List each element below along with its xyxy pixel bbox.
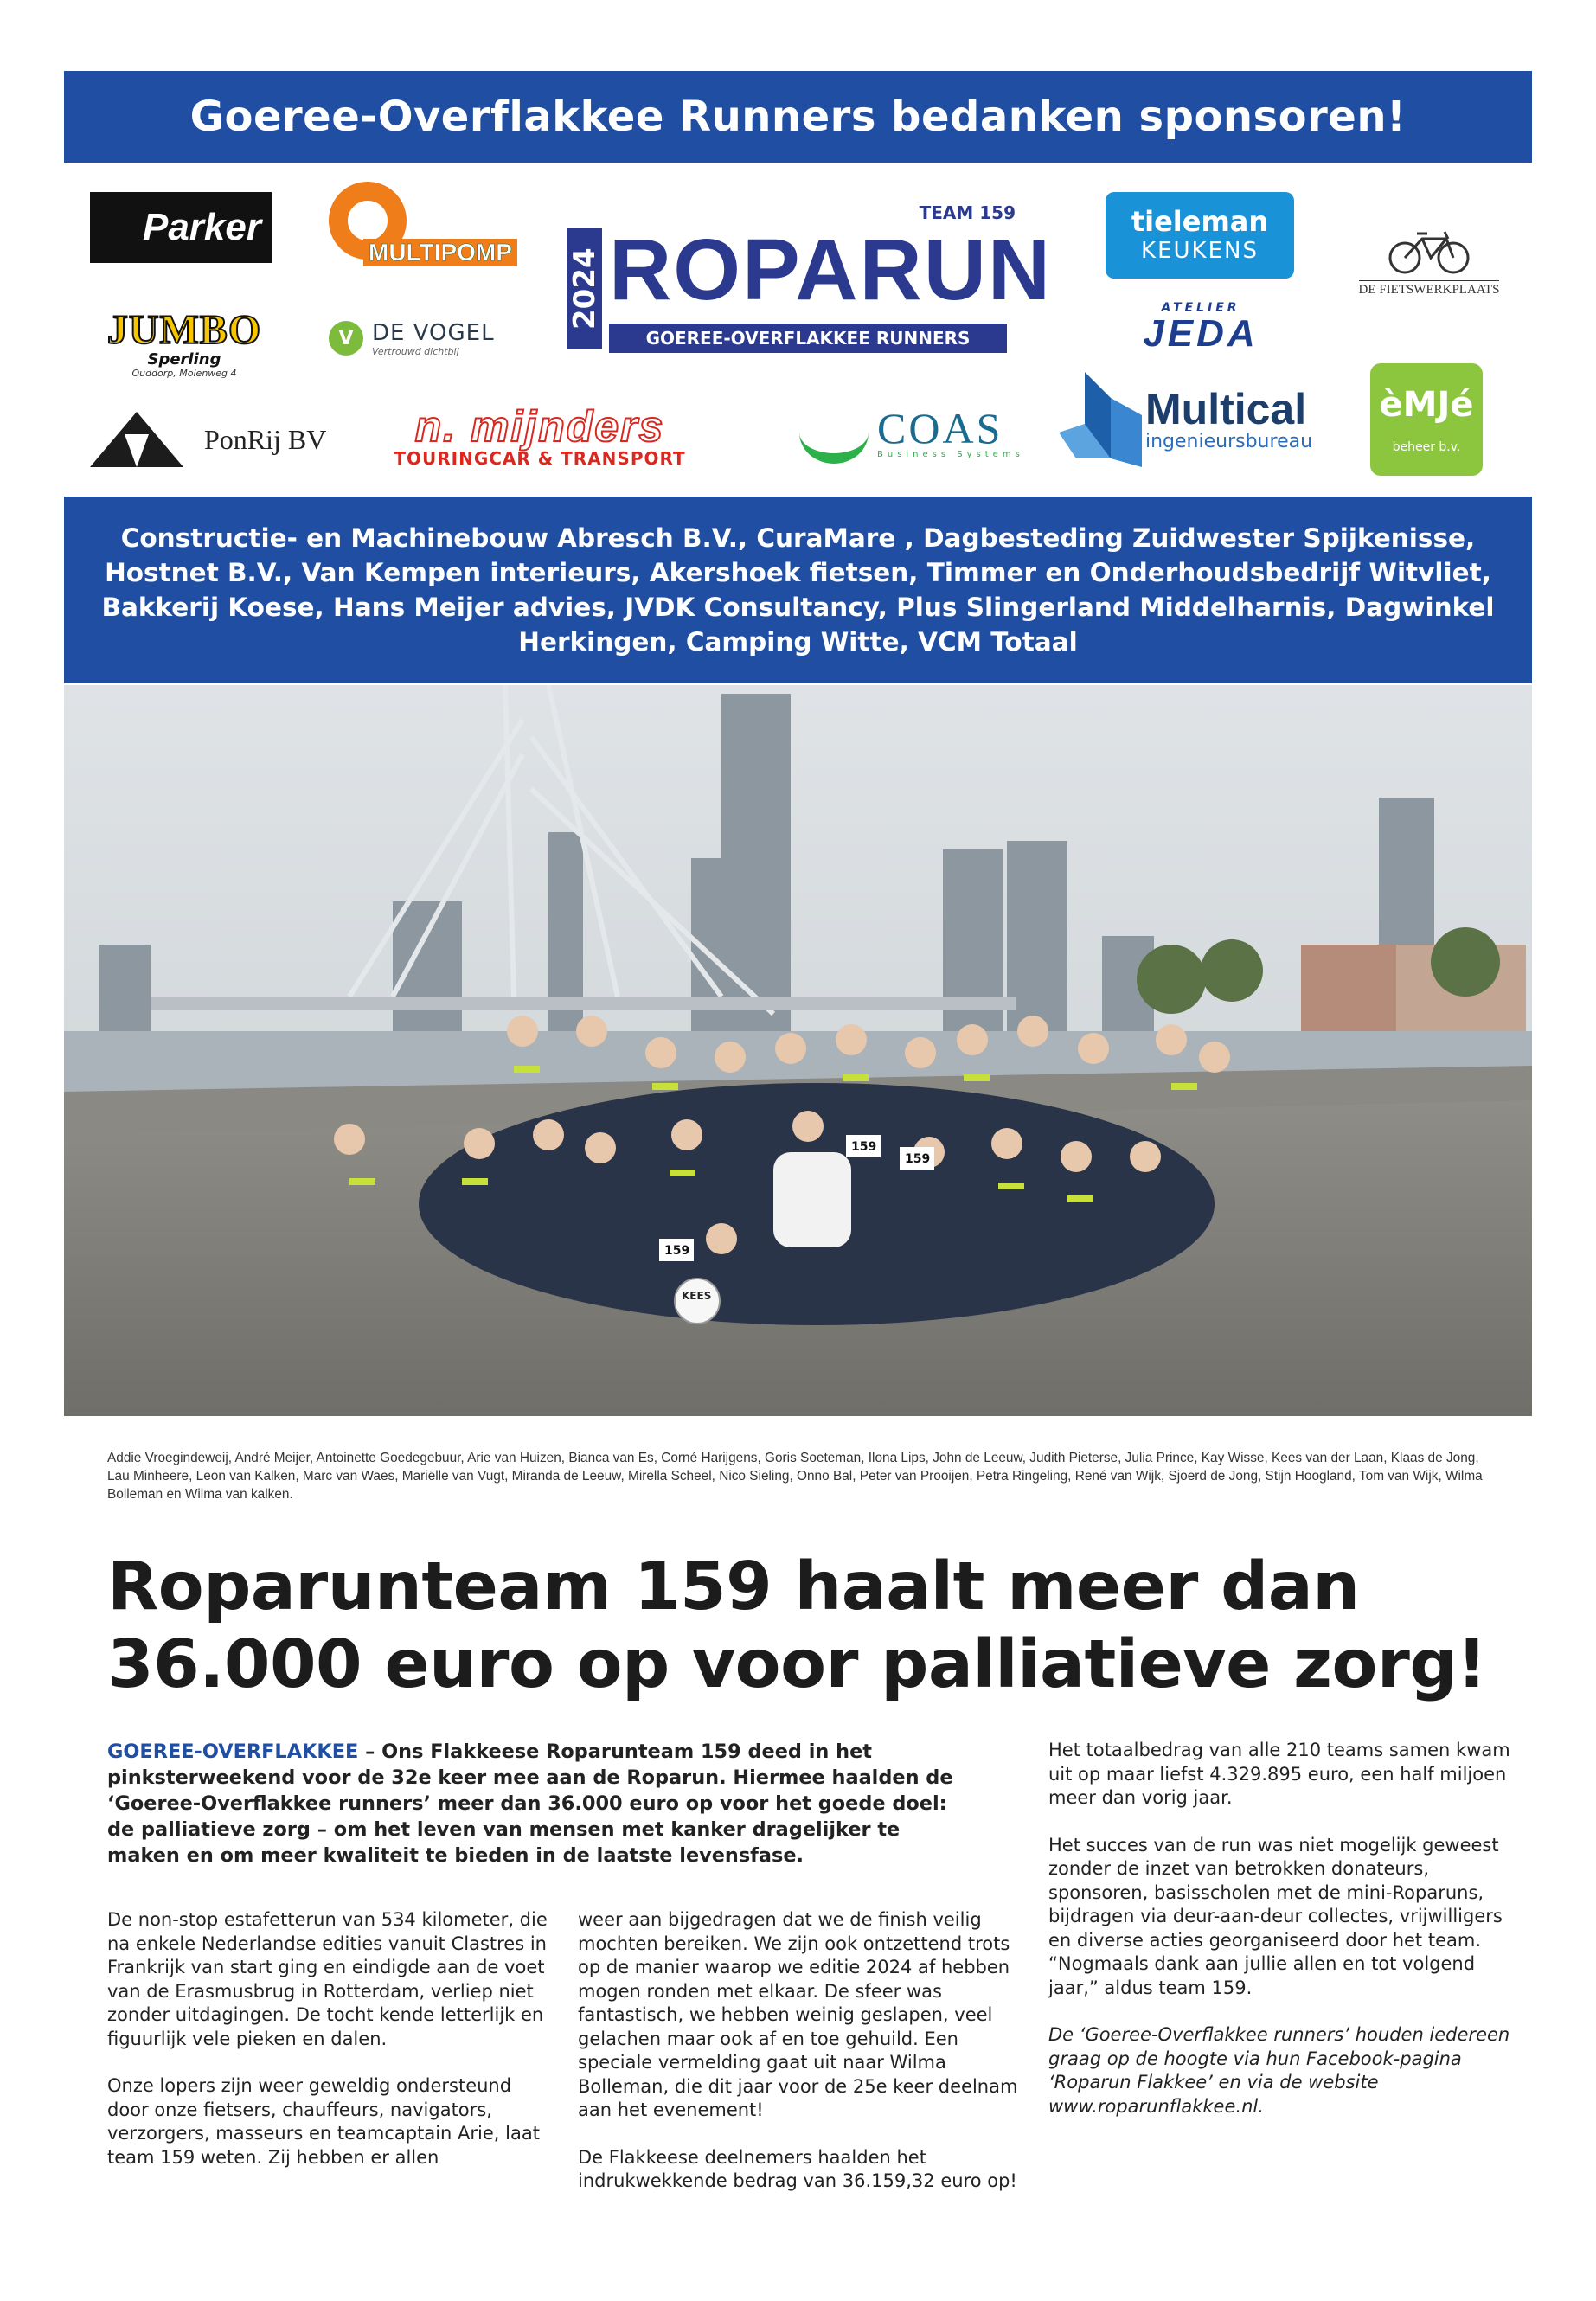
jeda-logo-name: JEDA bbox=[1143, 312, 1259, 355]
jeda-logo bbox=[1114, 299, 1287, 355]
article-paragraph-closing: De ‘Goeree-Overflakkee runners’ houden iedereen graag op de hoogte via hun Facebook-pagina ‘Roparun Flakkee’ en via de website www.roparunflakkee.nl. bbox=[1048, 2024, 1510, 2117]
mijnders-logo-sub: TOURINGCAR & TRANSPORT bbox=[394, 448, 686, 469]
sponsor-list-box bbox=[64, 497, 1532, 683]
multical-logo-sub: ingenieursbureau bbox=[1145, 430, 1313, 452]
devogel-logo-tagline: Vertrouwd dichtbij bbox=[372, 345, 459, 357]
photo-caption: Addie Vroegindeweij, André Meijer, Antoinette Goedegebuur, Arie van Huizen, Bianca van Es, Corné Harijgens, Goris Soeteman, Ilona Lips, John de Leeuw, Judith Pieterse, Julia Prince, Kay Wisse, Kees van der Laan, Klaas de Jong, Lau Minheere, Leon van Kalken, Marc van Waes, Mariëlle van Vugt, Miranda de Leeuw, Mirella Scheel, Nico Sieling, Onno Bal, Peter van Prooijen, Petra Ringeling, René van Wijk, Sjoerd de Jong, Stijn Hoogland, Tom van Wijk, Wilma Bolleman en Wilma van kalken. bbox=[107, 1451, 1483, 1502]
article-paragraph: Onze lopers zijn weer geweldig ondersteund door onze fietsers, chauffeurs, navigators, verzorgers, masseurs en teamcaptain Arie, laat team 159 weten. Zij hebben er allen bbox=[107, 2075, 540, 2168]
emje-logo bbox=[1370, 363, 1483, 476]
tieleman-logo-name: tieleman bbox=[1131, 205, 1269, 239]
article-paragraph: weer aan bijgedragen dat we de finish veilig mochten bereiken. We zijn ook ontzettend trots op de manier waarop we editie 2024 af hebben mogen ronden met elkaar. De sfeer was fantastisch, we hebben weinig geslapen, veel gelachen maar ook af en toe gehuild. Een speciale vermelding gaat uit naar Wilma Bolleman, die dit jaar voor de 25e keer deelnam aan het evenement! bbox=[578, 1909, 1018, 2120]
jeda-logo-pre: ATELIER bbox=[1161, 301, 1240, 315]
fietswerkplaats-logo-name: DE FIETSWERKPLAATS bbox=[1359, 280, 1500, 298]
team-photo bbox=[64, 685, 1532, 1416]
roparun-logo-team: TEAM 159 bbox=[919, 202, 1016, 223]
mijnders-logo-name: n. mijnders bbox=[414, 402, 665, 451]
emje-logo-sub: beheer b.v. bbox=[1392, 440, 1461, 454]
devogel-bird-icon: V bbox=[329, 321, 363, 356]
ponrij-mountain-icon bbox=[90, 412, 183, 467]
article-paragraph: De non-stop estafetterun van 534 kilometer, die na enkele Nederlandse edities vanuit Clastres in Frankrijk van start ging en eindigde aan de voet van de Erasmusbrug in Rotterdam, verliep niet zonder uitdagingen. De tocht kende letterlijk en figuurlijk vele pieken en dalen. bbox=[107, 1909, 548, 2049]
article-headline: Roparunteam 159 haalt meer dan 36.000 euro op voor palliatieve zorg! bbox=[107, 1548, 1487, 1703]
mijnders-logo bbox=[367, 398, 713, 476]
jumbo-logo-address: Ouddorp, Molenweg 4 bbox=[131, 368, 237, 380]
tieleman-logo bbox=[1106, 192, 1294, 279]
devogel-logo-name: DE VOGEL bbox=[372, 319, 495, 346]
parker-logo: Parker bbox=[90, 192, 272, 263]
bib-number: 159 bbox=[851, 1140, 877, 1154]
bib-number: 159 bbox=[905, 1152, 931, 1166]
bicycle-icon bbox=[1386, 227, 1472, 275]
roparun-logo-year: 2024 bbox=[567, 228, 602, 349]
roparun-logo-name: ROPARUN bbox=[609, 221, 1053, 318]
kees-sign-text: KEES bbox=[682, 1290, 712, 1302]
sponsor-logo-grid bbox=[64, 171, 1532, 493]
emje-logo-name: èMJé bbox=[1379, 385, 1474, 425]
fietswerkplaats-logo bbox=[1343, 215, 1516, 310]
jumbo-logo-sub: Sperling bbox=[147, 349, 221, 369]
coas-logo-sub: Business Systems bbox=[877, 449, 1024, 459]
bridge-deck bbox=[151, 997, 1016, 1010]
coas-logo bbox=[799, 389, 1033, 476]
coas-swoosh-icon bbox=[799, 401, 869, 464]
article-paragraph: Het succes van de run was niet mogelijk geweest zonder de inzet van betrokken donateurs, sponsoren, basisscholen met de mini-Roparuns, bijdragen via deur-aan-deur collectes, vrijwilligers en diverse acties georganiseerd door het team. “Nogmaals dank aan jullie allen en tot volgend jaar,” aldus team 159. bbox=[1048, 1834, 1503, 1998]
page-banner: Goeree-Overflakkee Runners bedanken sponsoren! bbox=[64, 71, 1532, 163]
ponrij-logo-name: PonRij BV bbox=[204, 423, 327, 455]
roparun-logo bbox=[566, 197, 1085, 362]
article-lead bbox=[107, 1739, 955, 1868]
multical-building-icon bbox=[1059, 372, 1145, 467]
article-column-2 bbox=[578, 1908, 1028, 2217]
devogel-logo bbox=[329, 308, 502, 369]
multipomp-logo bbox=[329, 182, 554, 294]
ponrij-logo bbox=[90, 398, 349, 481]
article-dateline: GOEREE-OVERFLAKKEE bbox=[107, 1740, 359, 1763]
bib-number: 159 bbox=[664, 1244, 690, 1258]
multical-logo-name: Multical bbox=[1145, 384, 1307, 433]
white-shirt bbox=[773, 1152, 851, 1247]
multipomp-logo-name: MULTIPOMP bbox=[363, 239, 517, 266]
coas-logo-name: COAS bbox=[877, 403, 1003, 452]
roparun-logo-sub: GOEREE-OVERFLAKKEE RUNNERS bbox=[609, 324, 1007, 353]
jumbo-logo bbox=[85, 301, 284, 388]
multical-logo bbox=[1059, 363, 1405, 476]
article-paragraph: Het totaalbedrag van alle 210 teams samen kwam uit op maar liefst 4.329.895 euro, een half miljoen meer dan vorig jaar. bbox=[1048, 1740, 1510, 1808]
article-column-1 bbox=[107, 1908, 557, 2193]
tieleman-logo-sub: KEUKENS bbox=[1141, 237, 1259, 264]
jumbo-logo-name: JUMBO bbox=[106, 306, 262, 353]
article-paragraph: De Flakkeese deelnemers haalden het indrukwekkende bedrag van 36.159,32 euro op! bbox=[578, 2146, 1017, 2191]
article-column-3 bbox=[1048, 1739, 1511, 2142]
sponsor-list-text: Constructie- en Machinebouw Abresch B.V., CuraMare , Dagbesteding Zuidwester Spijkenisse, Hostnet B.V., Van Kempen interieurs, Akershoek fietsen, Timmer en Onderhoudsbedrijf Witvliet, Bakkerij Koese, Hans Meijer advies, JVDK Consultancy, Plus Slingerland Middelharnis, Dagwinkel Herkingen, Camping Witte, VCM Totaal bbox=[101, 523, 1495, 657]
article-lead-text: – Ons Flakkeese Roparunteam 159 deed in het pinksterweekend voor de 32e keer mee aan de Roparun. Hiermee haalden de ‘Goeree-Overflakkee runners’ meer dan 36.000 euro op voor het goede doel: de palliatieve zorg – om het leven van mensen met kanker dragelijker te maken en om meer kwaliteit te bieden in de laatste levensfase. bbox=[107, 1740, 953, 1867]
